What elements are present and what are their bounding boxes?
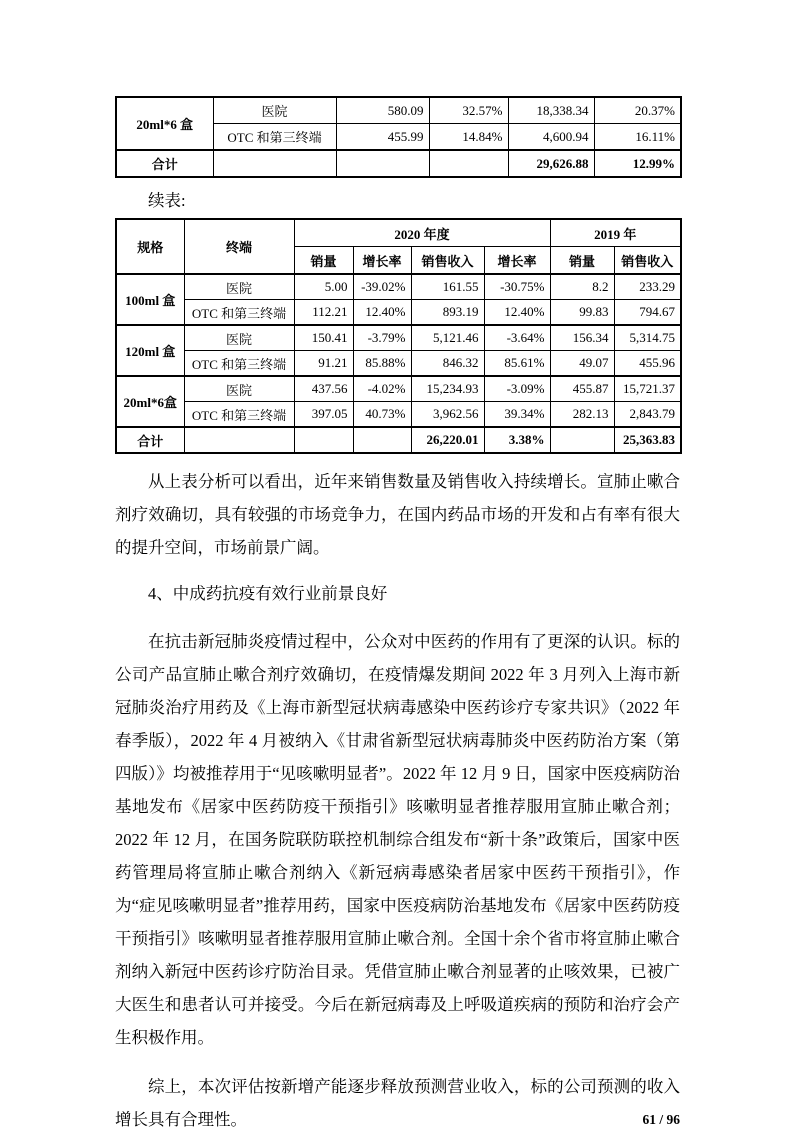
value-cell: -39.02% — [353, 274, 411, 300]
value-cell: 397.05 — [294, 402, 353, 428]
value-cell: 156.34 — [550, 325, 614, 351]
value-cell: 437.56 — [294, 376, 353, 402]
terminal-cell: 医院 — [184, 325, 294, 351]
terminal-cell: 医院 — [213, 97, 336, 124]
section-heading-4: 4、中成药抗疫有效行业前景良好 — [148, 584, 388, 603]
value-cell: 3,962.56 — [411, 402, 484, 428]
header-qty: 销量 — [550, 247, 614, 275]
value-cell: -30.75% — [484, 274, 550, 300]
header-revenue: 销售收入 — [614, 247, 681, 275]
total-value-cell: 26,220.01 — [411, 427, 484, 453]
header-year-2019: 2019 年 — [550, 219, 681, 247]
header-growth: 增长率 — [353, 247, 411, 275]
value-cell: 580.09 — [336, 97, 429, 124]
header-terminal: 终端 — [184, 219, 294, 274]
value-cell: 893.19 — [411, 300, 484, 326]
sales-table-2020-2019 — [115, 218, 682, 454]
paragraph-analysis: 从上表分析可以看出，近年来销售数量及销售收入持续增长。宣肺止嗽合剂疗效确切，具有较强的市场竞争力，在国内药品市场的开发和占有率有很大的提升空间，市场前景广阔。 — [115, 472, 680, 557]
empty-cell — [184, 427, 294, 453]
value-cell: 15,234.93 — [411, 376, 484, 402]
paragraph-conclusion: 综上，本次评估按新增产能逐步释放预测营业收入，标的公司预测的收入增长具有合理性。 — [115, 1077, 680, 1129]
value-cell: 16.11% — [594, 124, 681, 151]
value-cell: 4,600.94 — [508, 124, 594, 151]
header-qty: 销量 — [294, 247, 353, 275]
value-cell: -3.79% — [353, 325, 411, 351]
spec-cell: 20ml*6 盒 — [116, 97, 213, 150]
table-row — [116, 97, 681, 124]
value-cell: 85.88% — [353, 351, 411, 377]
table-row — [116, 351, 681, 377]
spec-cell: 100ml 盒 — [116, 274, 184, 325]
value-cell: 5,121.46 — [411, 325, 484, 351]
value-cell: -4.02% — [353, 376, 411, 402]
value-cell: 794.67 — [614, 300, 681, 326]
terminal-cell: OTC 和第三终端 — [213, 124, 336, 151]
value-cell: 455.96 — [614, 351, 681, 377]
paragraph-epidemic: 在抗击新冠肺炎疫情过程中，公众对中医药的作用有了更深的认识。标的公司产品宣肺止嗽合剂疗效确切，在疫情爆发期间 2022 年 3 月列入上海市新冠肺炎治疗用药及《上海市新型冠状病毒感染中医药诊疗专家共识》（2022 年春季版），2022 年 4 月被纳入《甘肃省新型冠状病毒肺炎中医药防治方案（第四版）》均被推荐用于“见咳嗽明显者”。2022 年 12 月 9 日，国家中医疫病防治基地发布《居家中医药防疫干预指引》咳嗽明显者推荐服用宣肺止嗽合剂；2022 年 12 月，在国务院联防联控机制综合组发布“新十条”政策后，国家中医药管理局将宣肺止嗽合剂纳入《新冠病毒感染者居家中医药干预指引》，作为“症见咳嗽明显者”推荐用药，国家中医疫病防治基地发布《居家中医药防疫干预指引》咳嗽明显者推荐服用宣肺止嗽合剂。全国十余个省市将宣肺止嗽合剂纳入新冠中医药诊疗防治目录。凭借宣肺止嗽合剂显著的止咳效果，已被广大医生和患者认可并接受。今后在新冠病毒及上呼吸道疾病的预防和治疗会产生积极作用。 — [115, 632, 680, 1047]
value-cell: 8.2 — [550, 274, 614, 300]
value-cell: 15,721.37 — [614, 376, 681, 402]
total-label-cell: 合计 — [116, 150, 213, 177]
empty-cell — [336, 150, 429, 177]
value-cell: 2,843.79 — [614, 402, 681, 428]
value-cell: 40.73% — [353, 402, 411, 428]
table-row — [116, 274, 681, 300]
sales-table-continued-top — [115, 96, 682, 178]
value-cell: 5,314.75 — [614, 325, 681, 351]
value-cell: 12.40% — [484, 300, 550, 326]
value-cell: 161.55 — [411, 274, 484, 300]
total-label-cell: 合计 — [116, 427, 184, 453]
value-cell: 5.00 — [294, 274, 353, 300]
value-cell: -3.64% — [484, 325, 550, 351]
page-number: 61 / 96 — [642, 1112, 680, 1127]
table-row — [116, 300, 681, 326]
terminal-cell: OTC 和第三终端 — [184, 402, 294, 428]
value-cell: 12.40% — [353, 300, 411, 326]
header-growth: 增长率 — [484, 247, 550, 275]
value-cell: 91.21 — [294, 351, 353, 377]
value-cell: 282.13 — [550, 402, 614, 428]
value-cell: 455.99 — [336, 124, 429, 151]
total-value-cell: 25,363.83 — [614, 427, 681, 453]
empty-cell — [550, 427, 614, 453]
value-cell: 846.32 — [411, 351, 484, 377]
value-cell: 150.41 — [294, 325, 353, 351]
value-cell: 18,338.34 — [508, 97, 594, 124]
header-year-2020: 2020 年度 — [294, 219, 550, 247]
value-cell: 455.87 — [550, 376, 614, 402]
value-cell: 49.07 — [550, 351, 614, 377]
table-row — [116, 402, 681, 428]
terminal-cell: OTC 和第三终端 — [184, 351, 294, 377]
table-header-row — [116, 219, 681, 247]
table-total-row — [116, 150, 681, 177]
value-cell: 32.57% — [429, 97, 508, 124]
terminal-cell: 医院 — [184, 376, 294, 402]
continued-table-label: 续表: — [148, 191, 186, 210]
value-cell: 85.61% — [484, 351, 550, 377]
value-cell: 20.37% — [594, 97, 681, 124]
empty-cell — [429, 150, 508, 177]
empty-cell — [213, 150, 336, 177]
total-value-cell: 12.99% — [594, 150, 681, 177]
table-total-row — [116, 427, 681, 453]
terminal-cell: OTC 和第三终端 — [184, 300, 294, 326]
terminal-cell: 医院 — [184, 274, 294, 300]
table-row — [116, 325, 681, 351]
header-revenue: 销售收入 — [411, 247, 484, 275]
spec-cell: 120ml 盒 — [116, 325, 184, 376]
value-cell: 112.21 — [294, 300, 353, 326]
value-cell: 99.83 — [550, 300, 614, 326]
empty-cell — [294, 427, 353, 453]
total-value-cell: 3.38% — [484, 427, 550, 453]
spec-cell: 20ml*6盒 — [116, 376, 184, 427]
table-row — [116, 376, 681, 402]
value-cell: 233.29 — [614, 274, 681, 300]
value-cell: 39.34% — [484, 402, 550, 428]
value-cell: 14.84% — [429, 124, 508, 151]
header-spec: 规格 — [116, 219, 184, 274]
total-value-cell: 29,626.88 — [508, 150, 594, 177]
empty-cell — [353, 427, 411, 453]
value-cell: -3.09% — [484, 376, 550, 402]
